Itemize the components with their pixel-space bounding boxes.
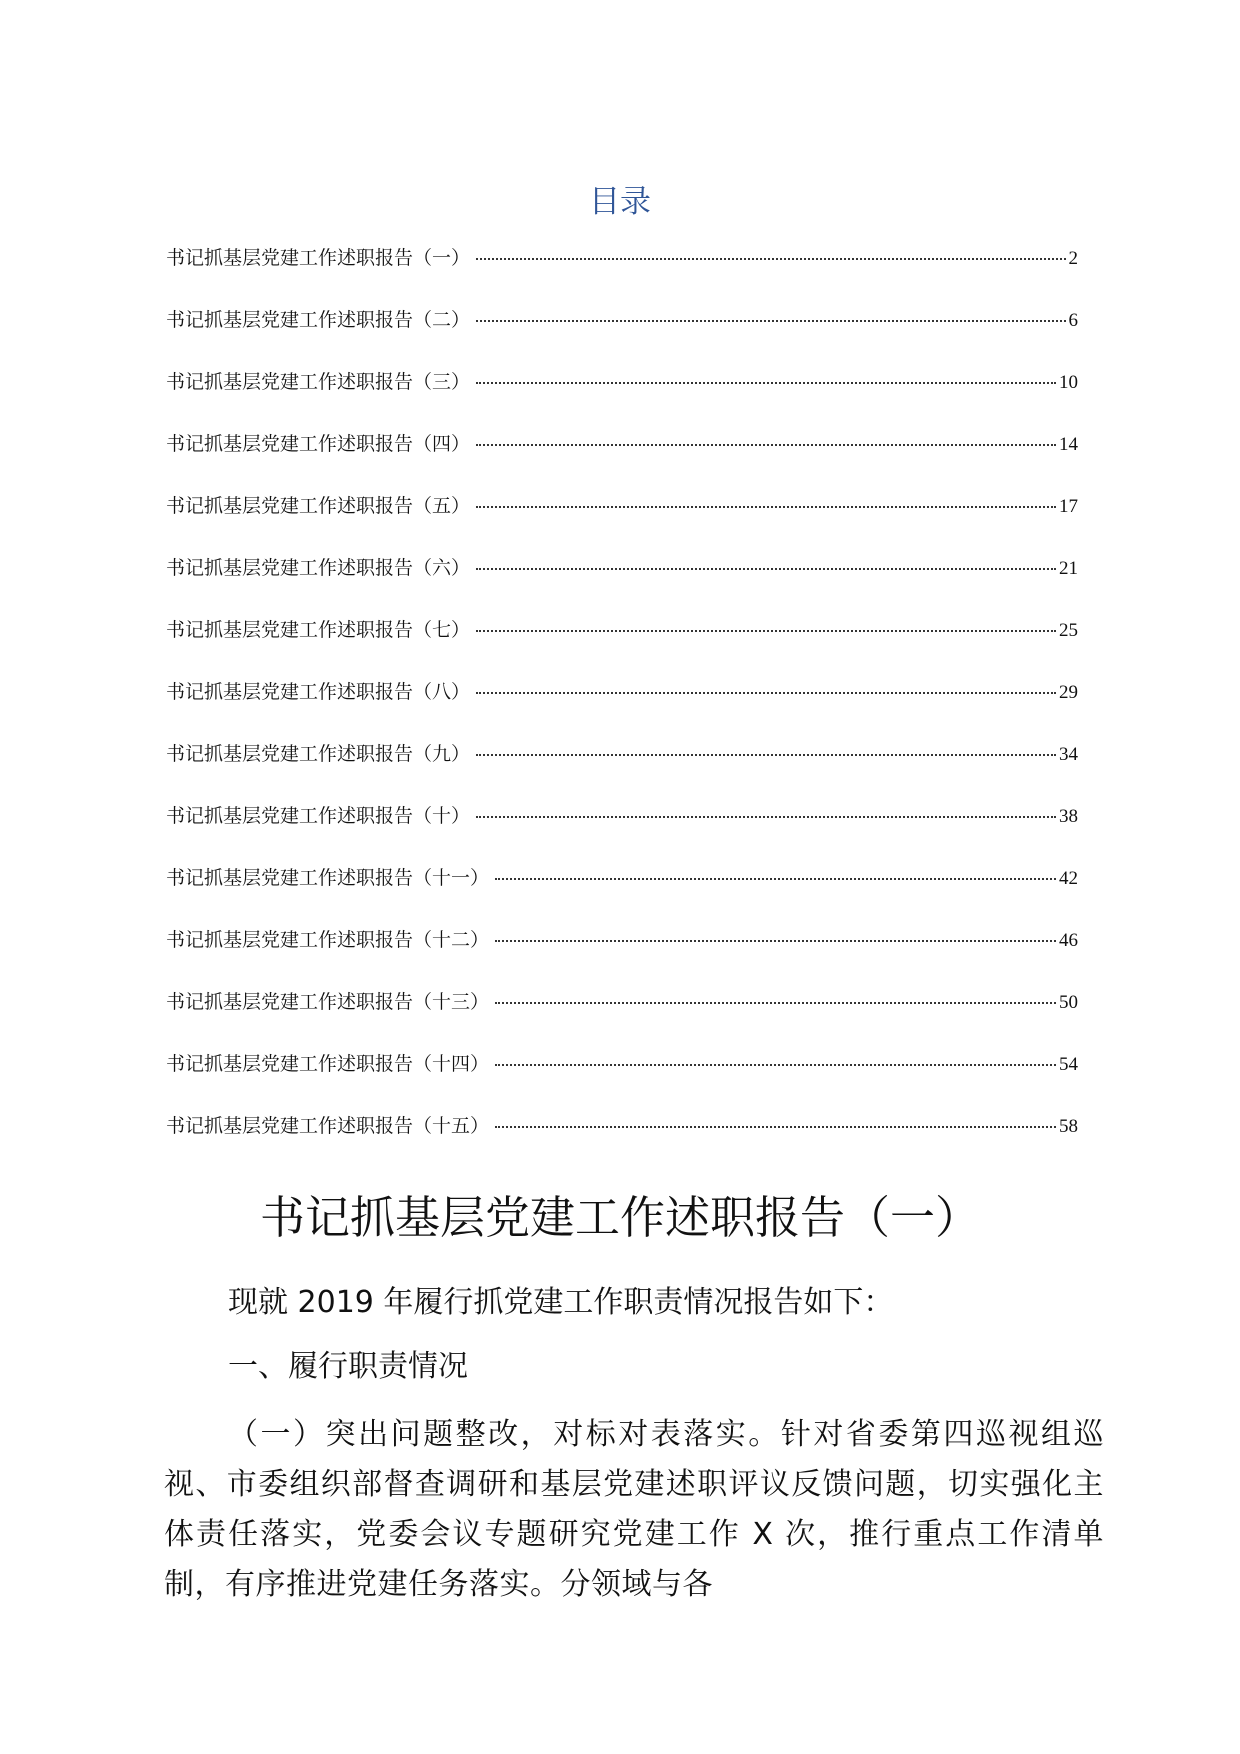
toc-entry[interactable]	[166, 1111, 1078, 1173]
toc-leader-dots	[476, 506, 1056, 508]
toc-entry-page: 25	[1059, 620, 1078, 641]
toc-entry[interactable]	[166, 367, 1078, 429]
toc-entry-label: 书记抓基层党建工作述职报告（八）	[166, 681, 471, 703]
toc-leader-dots	[476, 630, 1056, 632]
toc-entry-label: 书记抓基层党建工作述职报告（三）	[166, 371, 471, 393]
toc-entry-label: 书记抓基层党建工作述职报告（十一）	[166, 867, 490, 889]
toc-entry-page: 17	[1059, 496, 1078, 517]
toc-entry-label: 书记抓基层党建工作述职报告（二）	[166, 309, 471, 331]
toc-leader-dots	[476, 568, 1056, 570]
toc-leader-dots	[476, 754, 1056, 756]
toc-entry-label: 书记抓基层党建工作述职报告（五）	[166, 495, 471, 517]
toc-entry[interactable]	[166, 739, 1078, 801]
toc-entry[interactable]	[166, 925, 1078, 987]
toc-entry[interactable]	[166, 553, 1078, 615]
toc-leader-dots	[495, 878, 1056, 880]
toc-entry[interactable]	[166, 677, 1078, 739]
toc-entry[interactable]	[166, 801, 1078, 863]
toc-entry-label: 书记抓基层党建工作述职报告（一）	[166, 247, 471, 269]
toc-entry-page: 54	[1059, 1054, 1078, 1075]
toc-entry-page: 10	[1059, 372, 1078, 393]
toc-entry[interactable]	[166, 1049, 1078, 1111]
toc-entry-page: 46	[1059, 930, 1078, 951]
document-heading: 书记抓基层党建工作述职报告（一）	[259, 1191, 980, 1244]
toc-leader-dots	[495, 940, 1056, 942]
toc-leader-dots	[495, 1064, 1056, 1066]
toc-entry-page: 38	[1059, 806, 1078, 827]
toc-entry[interactable]	[166, 863, 1078, 925]
toc-entry[interactable]	[166, 429, 1078, 491]
section-title: 一、履行职责情况	[228, 1349, 468, 1384]
toc-entry-page: 50	[1059, 992, 1078, 1013]
toc-leader-dots	[476, 444, 1056, 446]
toc-leader-dots	[495, 1126, 1056, 1128]
toc-leader-dots	[476, 816, 1056, 818]
table-of-contents	[166, 243, 1078, 1173]
toc-entry-page: 29	[1059, 682, 1078, 703]
toc-entry-label: 书记抓基层党建工作述职报告（九）	[166, 743, 471, 765]
toc-leader-dots	[495, 1002, 1056, 1004]
toc-entry[interactable]	[166, 615, 1078, 677]
toc-entry-page: 34	[1059, 744, 1078, 765]
toc-entry[interactable]	[166, 491, 1078, 553]
toc-leader-dots	[476, 382, 1056, 384]
toc-leader-dots	[476, 320, 1065, 322]
toc-entry-label: 书记抓基层党建工作述职报告（七）	[166, 619, 471, 641]
intro-paragraph: 现就 2019 年履行抓党建工作职责情况报告如下：	[228, 1285, 894, 1320]
toc-entry-page: 14	[1059, 434, 1078, 455]
toc-entry-label: 书记抓基层党建工作述职报告（十）	[166, 805, 471, 827]
toc-entry-label: 书记抓基层党建工作述职报告（十三）	[166, 991, 490, 1013]
toc-entry-page: 58	[1059, 1116, 1078, 1137]
toc-entry-label: 书记抓基层党建工作述职报告（十五）	[166, 1115, 490, 1137]
toc-entry-label: 书记抓基层党建工作述职报告（四）	[166, 433, 471, 455]
toc-entry[interactable]	[166, 305, 1078, 367]
toc-entry-page: 6	[1068, 310, 1078, 331]
toc-entry-page: 21	[1059, 558, 1078, 579]
toc-title: 目录	[589, 184, 651, 220]
toc-entry[interactable]	[166, 987, 1078, 1049]
toc-entry-page: 2	[1068, 248, 1078, 269]
toc-entry-page: 42	[1059, 868, 1078, 889]
toc-entry[interactable]	[166, 243, 1078, 305]
toc-entry-label: 书记抓基层党建工作述职报告（十四）	[166, 1053, 490, 1075]
body-paragraph: （一）突出问题整改，对标对表落实。针对省委第四巡视组巡视、市委组织部督查调研和基层党建述职评议反馈问题，切实强化主体责任落实，党委会议专题研究党建工作 X 次，推行重点工作清单制，有序推进党建任务落实。分领域与各	[164, 1417, 1104, 1602]
toc-entry-label: 书记抓基层党建工作述职报告（十二）	[166, 929, 490, 951]
toc-entry-label: 书记抓基层党建工作述职报告（六）	[166, 557, 471, 579]
toc-leader-dots	[476, 692, 1056, 694]
toc-leader-dots	[476, 258, 1065, 260]
